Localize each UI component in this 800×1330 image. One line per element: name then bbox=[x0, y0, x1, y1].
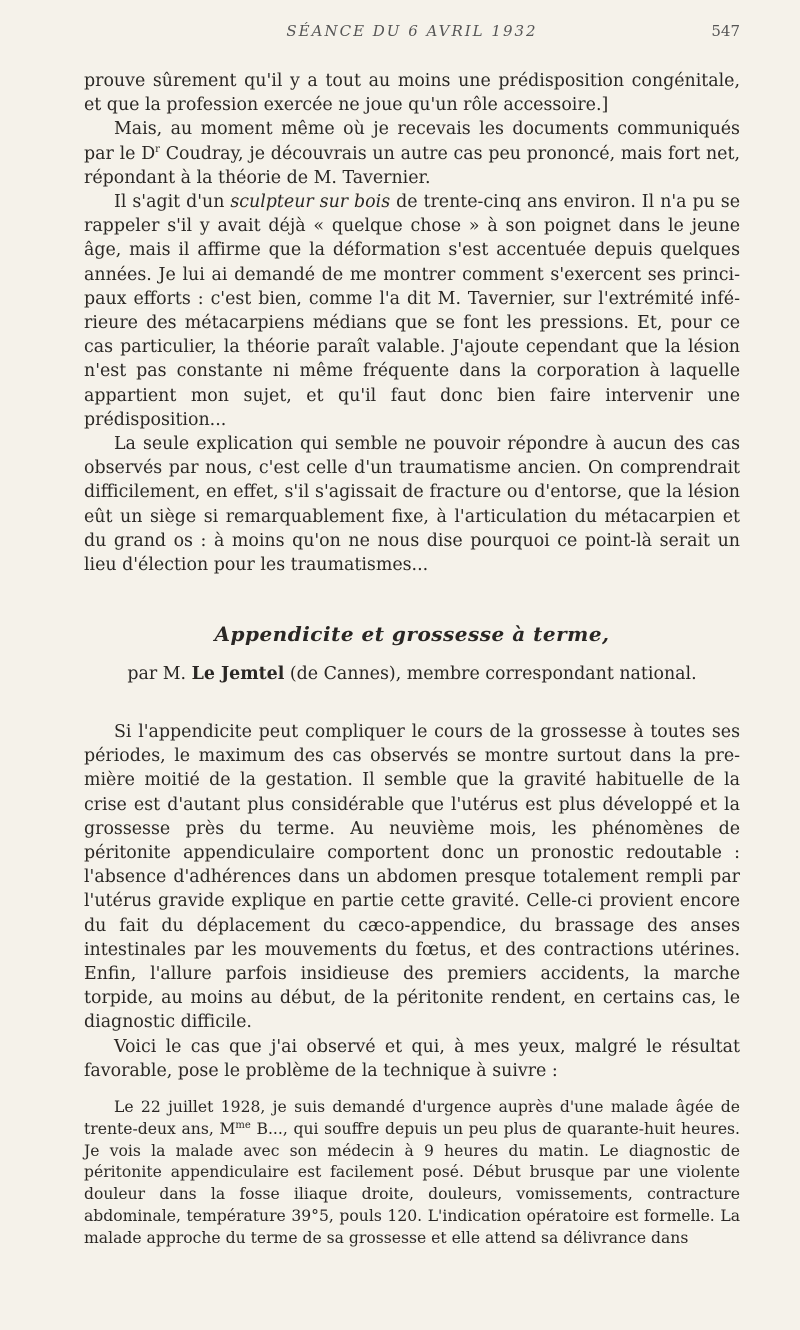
page-number: 547 bbox=[711, 22, 740, 40]
paragraph: prouve sûrement qu'il y a tout au moins une prédisposition congénitale, et que la profession exercée ne joue qu'un rôle accessoire.] bbox=[84, 71, 740, 116]
italic-term: sculpteur sur bois bbox=[230, 192, 391, 213]
case-report bbox=[84, 1097, 740, 1250]
paragraph: Le 22 juillet 1928, je suis demandé d'urgence auprès d'une malade âgée de trente-deux ans, $M^{me}$ B..., qui souffre depuis un peu plus de quarante-huit heures. Je vois la malade avec son médecin à 9 heures du matin. Le diagnostic de péritonite appendiculaire est facilement posé. Début brusque par une violente douleur dans la fosse iliaque droite, douleurs, vomissements, contracture abdominale, température 39°5, pouls 120. L'indication opératoire est formelle. La malade approche du terme de sa grossesse et elle attend sa délivrance dans bbox=[84, 1098, 741, 1247]
byline: par M. Le Jemtel (de Cannes), membre correspondant national. bbox=[127, 664, 697, 684]
article-title: Appendicite et grossesse à terme, bbox=[214, 622, 610, 646]
paragraph: Il s'agit d'un sculpteur sur bois de trente-cinq ans environ. Il n'a pu se rappeler s'il y avait déjà « quelque chose » à son poignet dans le jeune âge, mais il affirme que la déformation s'est accentuée depuis quelques années. Je lui ai demandé de me montrer comment s'exercent ses principaux efforts : c'est bien, comme l'a dit M. Tavernier, sur l'extrémité inférieure des métacarpiens médians que se font les pressions. Et, pour ce cas particulier, la théorie paraît valable. J'ajoute cependant que la lésion n'est pas constante ni même fréquente dans la corporation à laquelle appartient mon sujet, et qu'il faut donc bien faire intervenir une prédisposition... bbox=[84, 192, 740, 430]
running-title: SÉANCE DU 6 AVRIL 1932 bbox=[286, 22, 538, 40]
paragraph: Si l'appendicite peut compliquer le cours de la grossesse à toutes ses périodes, le maximum des cas observés se montre surtout dans la première moitié de la gestation. Il semble que la gravité habituelle de la crise est d'autant plus considérable que l'utérus est plus développé et la grossesse près du terme. Au neuvième mois, les phénomènes de péritonite appendiculaire comportent donc un pronostic redoutable : l'absence d'adhérences dans un abdomen presque totalement rempli par l'utérus gravide explique en partie cette gravité. Celle-ci provient encore du fait du déplacement du cæco-appendice, du brassage des anses intestinales par les mouvements du fœtus, et des contractions utérines. Enfin, l'allure parfois insidieuse des premiers accidents, la marche torpide, au moins au début, de la péritonite rendent, en certains cas, le diagnostic difficile. bbox=[84, 722, 740, 1033]
paragraph: La seule explication qui semble ne pouvoir répondre à aucun des cas observés par nous, c'est celle d'un traumatisme ancien. On comprendrait difficilement, en effet, s'il s'agissait de fracture ou d'entorse, que la lésion eût un siège si remarquablement fixe, à l'articulation du métacarpien et du grand os : à moins qu'on ne nous dise pourquoi ce point-là serait un lieu d'élection pour les traumatismes... bbox=[84, 434, 740, 576]
paragraph: Mais, au moment même où je recevais les documents communiqués par le $D^r$ Coudray, je découvrais un autre cas peu prononcé, mais fort net, répondant à la théorie de M. Tavernier. bbox=[84, 119, 740, 188]
running-head bbox=[84, 22, 740, 46]
author-name: Le Jemtel bbox=[191, 664, 285, 684]
paragraph: Voici le cas que j'ai observé et qui, à mes yeux, malgré le résultat favorable, pose le problème de la technique à suivre : bbox=[84, 1036, 740, 1081]
previous-article-text bbox=[84, 69, 740, 577]
article-body bbox=[84, 720, 740, 1083]
